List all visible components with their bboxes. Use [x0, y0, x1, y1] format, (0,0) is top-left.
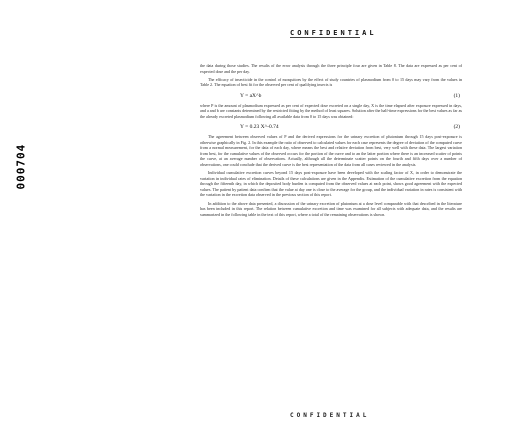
equation-number: (2): [453, 123, 460, 130]
paragraph: Individual cumulative excretion curves beyond 15 days post-exposure have been developed with the scaling factor of X, in order to demonstrate the variation in individual rates of elimination. Details of these calculations are given in the Appendix. Estimation of the cumulative excretion from the equation through the fifteenth day, in which the deposited body burden is computed from the observed values at each point, shows good agreement with the expected values. The patient by patient data confirm that the value at day one is close to the average for the group, and the individual variation in rates is consistent with the variation in the excretion data observed in the previous section of this report.: [200, 170, 462, 198]
paragraph: The agreement between observed values of P and the derived expressions for the urinary excretion of plutonium through 15 days post-exposure is otherwise graphically in Fig. 2. In this example the ratio of observed to calculated values for each case represents the degree of deviation of the computed curve from a normal measurement, for the data of each day, where means the best and relative deviation from best, very well with these data. The largest variation from best, for the cumulative values of the observed occurs for the portion of the curve and to an the latter portion where there is an increased scatter of points the curve, at an average number of observations. Actually, although all the determinate scatter points on the fourth and fifth days over a number of observations, one could conclude that the derived curve is the best representation of the data from all cases reviewed in the analysis.: [200, 133, 462, 167]
equation-expression: Y = 0.23 X^-0.74: [240, 123, 279, 130]
classification-header: [290, 29, 450, 39]
equation: [200, 122, 462, 132]
equation: [200, 91, 462, 101]
equation-number: (1): [453, 92, 460, 99]
footer-text: CONFIDENTIAL: [290, 412, 370, 419]
equation-expression: Y = aX^b: [240, 92, 262, 99]
paragraph: the data during those studies. The results of the error analysis through the three principle four are given in Table 8. The data are expressed as per cent of expected dose and the per day.: [200, 63, 462, 74]
margin-stamp: [8, 60, 28, 190]
classification-footer: [290, 412, 410, 422]
margin-stamp-text: 000704: [14, 143, 28, 190]
header-rule: [290, 37, 360, 38]
paragraph: The efficacy of insecticide in the control of mosquitoes by the effect of study countries of plasmodium from 0 to 15 days may vary from the values in Table 2. The equation of best fit for the observed per cent of qualifying insects is: [200, 76, 462, 88]
body-text-column: [200, 63, 462, 403]
paragraph: where P is the amount of plasmodium expressed as per cent of expected dose excreted on a single day, X is the time elapsed after exposure expressed in days, and a and b are constants determined by the restricted fitting by the method of least squares. Solution after the half-time expressions for the best values as far as the already excreted plasmodium following all available data from 0 to 15 days was obtained:: [200, 102, 462, 119]
header-text: CONFIDENTIAL: [290, 29, 377, 37]
paragraph: In addition to the above data presented, a discussion of the urinary excretion of plutonium at a dose level comparable with that described in the literature has been included in this report. The relation between cumulative excretion and time was examined for all subjects with adequate data, and the results are summarized in the following table in the text of this report, where a total of the remaining observations is shown.: [200, 200, 462, 217]
